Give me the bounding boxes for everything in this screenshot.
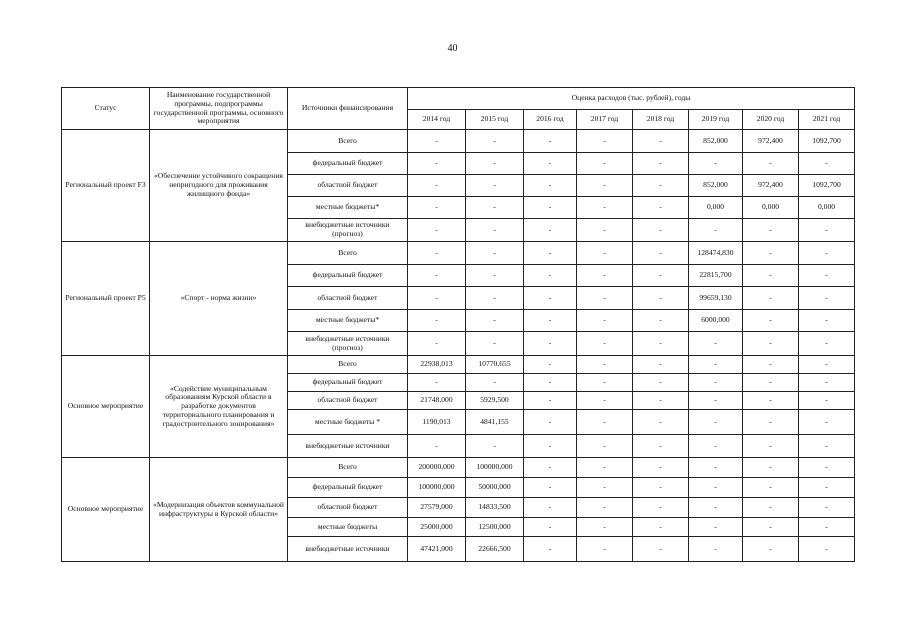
amount-cell: 47421,000 <box>408 537 466 562</box>
amount-cell: 27579,000 <box>408 498 466 518</box>
amount-cell: - <box>577 435 633 458</box>
funding-source: областной бюджет <box>288 287 408 310</box>
amount-cell: - <box>799 310 855 332</box>
amount-cell: 100000,000 <box>408 478 466 498</box>
funding-source: внебюджетные источники <box>288 537 408 562</box>
amount-cell: - <box>689 537 743 562</box>
amount-cell: 25000,000 <box>408 518 466 537</box>
amount-cell: - <box>577 374 633 392</box>
amount-cell: - <box>524 374 577 392</box>
amount-cell: - <box>466 153 524 175</box>
amount-cell: 200000,000 <box>408 458 466 478</box>
amount-cell: - <box>633 392 689 410</box>
amount-cell: 99659,130 <box>689 287 743 310</box>
amount-cell: - <box>633 518 689 537</box>
amount-cell: - <box>408 153 466 175</box>
header-name: Наименование государственной программы, подпрограммы государственной программы, основного мероприятия <box>150 88 288 130</box>
amount-cell: - <box>743 410 799 435</box>
amount-cell: - <box>524 356 577 374</box>
group-status: Основное мероприятие <box>62 356 150 458</box>
amount-cell: 100000,000 <box>466 458 524 478</box>
amount-cell: - <box>577 175 633 197</box>
amount-cell: - <box>633 197 689 219</box>
amount-cell: - <box>577 219 633 242</box>
amount-cell: 1092,700 <box>799 175 855 197</box>
amount-cell: - <box>799 537 855 562</box>
amount-cell: - <box>799 153 855 175</box>
funding-source: местные бюджеты <box>288 518 408 537</box>
amount-cell: - <box>577 332 633 356</box>
funding-source: местные бюджеты* <box>288 310 408 332</box>
amount-cell: 22815,700 <box>689 265 743 287</box>
amount-cell: - <box>689 332 743 356</box>
amount-cell: - <box>633 410 689 435</box>
amount-cell: - <box>633 153 689 175</box>
amount-cell: - <box>577 153 633 175</box>
amount-cell: - <box>743 356 799 374</box>
amount-cell: - <box>743 518 799 537</box>
amount-cell: - <box>633 478 689 498</box>
header-year: 2017 год <box>577 110 633 130</box>
table-row <box>62 242 855 265</box>
amount-cell: - <box>577 498 633 518</box>
amount-cell: - <box>743 153 799 175</box>
amount-cell: - <box>743 219 799 242</box>
amount-cell: - <box>633 435 689 458</box>
amount-cell: - <box>743 458 799 478</box>
amount-cell: - <box>524 175 577 197</box>
amount-cell: 21748,000 <box>408 392 466 410</box>
group-name: «Обеспечение устойчивого сокращения непригодного для проживания жилищного фонда» <box>150 130 288 242</box>
amount-cell: - <box>524 265 577 287</box>
header-status: Статус <box>62 88 150 130</box>
amount-cell: - <box>743 310 799 332</box>
amount-cell: - <box>633 374 689 392</box>
amount-cell: - <box>689 458 743 478</box>
amount-cell: - <box>799 435 855 458</box>
amount-cell: - <box>524 478 577 498</box>
amount-cell: - <box>408 287 466 310</box>
amount-cell: - <box>577 310 633 332</box>
funding-source: Всего <box>288 458 408 478</box>
amount-cell: - <box>466 219 524 242</box>
amount-cell: 972,400 <box>743 130 799 153</box>
amount-cell: - <box>408 197 466 219</box>
amount-cell: 972,400 <box>743 175 799 197</box>
amount-cell: - <box>689 478 743 498</box>
amount-cell: 50000,000 <box>466 478 524 498</box>
group-status: Основное мероприятие <box>62 458 150 562</box>
funding-source: Всего <box>288 356 408 374</box>
funding-source: федеральный бюджет <box>288 478 408 498</box>
amount-cell: - <box>799 219 855 242</box>
amount-cell: - <box>799 410 855 435</box>
amount-cell: - <box>799 498 855 518</box>
funding-source: внебюджетные источники (прогноз) <box>288 332 408 356</box>
header-year: 2020 год <box>743 110 799 130</box>
amount-cell: - <box>408 310 466 332</box>
amount-cell: - <box>577 242 633 265</box>
amount-cell: - <box>799 392 855 410</box>
funding-source: местные бюджеты* <box>288 197 408 219</box>
amount-cell: - <box>633 242 689 265</box>
amount-cell: - <box>524 219 577 242</box>
funding-source: областной бюджет <box>288 175 408 197</box>
amount-cell: - <box>689 356 743 374</box>
amount-cell: - <box>799 356 855 374</box>
amount-cell: - <box>466 332 524 356</box>
amount-cell: 4841,155 <box>466 410 524 435</box>
amount-cell: - <box>466 242 524 265</box>
amount-cell: - <box>466 265 524 287</box>
amount-cell: - <box>577 478 633 498</box>
amount-cell: - <box>633 130 689 153</box>
amount-cell: - <box>743 287 799 310</box>
amount-cell: - <box>524 410 577 435</box>
amount-cell: - <box>466 287 524 310</box>
amount-cell: - <box>799 332 855 356</box>
amount-cell: 22938,013 <box>408 356 466 374</box>
table-row <box>62 356 855 374</box>
amount-cell: 852,000 <box>689 130 743 153</box>
amount-cell: - <box>689 410 743 435</box>
amount-cell: 12500,000 <box>466 518 524 537</box>
amount-cell: - <box>633 175 689 197</box>
amount-cell: - <box>743 265 799 287</box>
amount-cell: - <box>743 392 799 410</box>
amount-cell: - <box>743 332 799 356</box>
amount-cell: - <box>577 410 633 435</box>
amount-cell: - <box>408 435 466 458</box>
amount-cell: - <box>408 175 466 197</box>
amount-cell: - <box>524 332 577 356</box>
amount-cell: - <box>524 310 577 332</box>
amount-cell: - <box>466 130 524 153</box>
funding-source: федеральный бюджет <box>288 153 408 175</box>
amount-cell: - <box>577 356 633 374</box>
amount-cell: - <box>799 265 855 287</box>
amount-cell: 0,000 <box>689 197 743 219</box>
amount-cell: - <box>743 374 799 392</box>
amount-cell: - <box>577 197 633 219</box>
amount-cell: 22666,500 <box>466 537 524 562</box>
amount-cell: 14833,500 <box>466 498 524 518</box>
amount-cell: - <box>524 518 577 537</box>
amount-cell: - <box>743 242 799 265</box>
amount-cell: - <box>689 153 743 175</box>
header-year: 2014 год <box>408 110 466 130</box>
header-year: 2021 год <box>799 110 855 130</box>
amount-cell: 0,000 <box>743 197 799 219</box>
header-estimate: Оценка расходов (тыс. рублей), годы <box>408 88 855 110</box>
amount-cell: - <box>799 287 855 310</box>
funding-source: областной бюджет <box>288 392 408 410</box>
amount-cell: - <box>689 392 743 410</box>
amount-cell: - <box>408 130 466 153</box>
amount-cell: 128474,830 <box>689 242 743 265</box>
amount-cell: - <box>633 498 689 518</box>
amount-cell: - <box>633 356 689 374</box>
amount-cell: - <box>577 287 633 310</box>
amount-cell: - <box>577 265 633 287</box>
funding-source: внебюджетные источники <box>288 435 408 458</box>
table-row <box>62 458 855 478</box>
amount-cell: - <box>524 435 577 458</box>
amount-cell: - <box>743 435 799 458</box>
funding-source: федеральный бюджет <box>288 374 408 392</box>
amount-cell: - <box>799 374 855 392</box>
group-name: «Содействие муниципальным образованиям Курской области в разработке документов территориального планирования и градостроительного зонирования» <box>150 356 288 458</box>
amount-cell: - <box>408 265 466 287</box>
amount-cell: - <box>466 374 524 392</box>
amount-cell: 1092,700 <box>799 130 855 153</box>
funding-source: Всего <box>288 242 408 265</box>
funding-source: Всего <box>288 130 408 153</box>
funding-source: федеральный бюджет <box>288 265 408 287</box>
amount-cell: 6000,000 <box>689 310 743 332</box>
amount-cell: - <box>524 130 577 153</box>
amount-cell: 5929,500 <box>466 392 524 410</box>
amount-cell: - <box>633 332 689 356</box>
amount-cell: - <box>408 332 466 356</box>
amount-cell: 0,000 <box>799 197 855 219</box>
amount-cell: 10770,655 <box>466 356 524 374</box>
amount-cell: - <box>524 242 577 265</box>
funding-source: местные бюджеты * <box>288 410 408 435</box>
amount-cell: - <box>408 374 466 392</box>
table-row <box>62 130 855 153</box>
amount-cell: - <box>466 435 524 458</box>
amount-cell: - <box>524 287 577 310</box>
table-header <box>62 88 855 130</box>
amount-cell: - <box>799 518 855 537</box>
amount-cell: - <box>743 478 799 498</box>
amount-cell: - <box>524 537 577 562</box>
amount-cell: - <box>689 498 743 518</box>
amount-cell: - <box>524 153 577 175</box>
amount-cell: - <box>799 478 855 498</box>
amount-cell: - <box>524 392 577 410</box>
amount-cell: - <box>577 130 633 153</box>
header-year: 2018 год <box>633 110 689 130</box>
header-year: 2019 год <box>689 110 743 130</box>
amount-cell: - <box>577 392 633 410</box>
amount-cell: - <box>743 537 799 562</box>
amount-cell: - <box>524 458 577 478</box>
header-year: 2016 год <box>524 110 577 130</box>
amount-cell: - <box>466 310 524 332</box>
amount-cell: - <box>633 219 689 242</box>
amount-cell: - <box>577 458 633 478</box>
table-body <box>62 130 855 562</box>
amount-cell: - <box>524 498 577 518</box>
amount-cell: - <box>633 458 689 478</box>
amount-cell: - <box>743 498 799 518</box>
amount-cell: - <box>408 219 466 242</box>
group-name: «Модернизация объектов коммунальной инфраструктуры в Курской области» <box>150 458 288 562</box>
funding-source: внебюджетные источники (прогноз) <box>288 219 408 242</box>
group-status: Региональный проект P5 <box>62 242 150 356</box>
amount-cell: - <box>466 175 524 197</box>
amount-cell: - <box>577 537 633 562</box>
amount-cell: 1190,013 <box>408 410 466 435</box>
amount-cell: - <box>577 518 633 537</box>
amount-cell: - <box>799 242 855 265</box>
header-sources: Источники финансирования <box>288 88 408 130</box>
amount-cell: - <box>689 374 743 392</box>
budget-table <box>61 87 855 562</box>
group-name: «Спорт - норма жизни» <box>150 242 288 356</box>
amount-cell: - <box>799 458 855 478</box>
amount-cell: - <box>689 518 743 537</box>
amount-cell: - <box>408 242 466 265</box>
amount-cell: 852,000 <box>689 175 743 197</box>
amount-cell: - <box>633 287 689 310</box>
amount-cell: - <box>689 219 743 242</box>
page-number: 40 <box>447 43 458 54</box>
amount-cell: - <box>466 197 524 219</box>
amount-cell: - <box>633 265 689 287</box>
amount-cell: - <box>633 310 689 332</box>
amount-cell: - <box>689 435 743 458</box>
amount-cell: - <box>524 197 577 219</box>
header-year: 2015 год <box>466 110 524 130</box>
funding-source: областной бюджет <box>288 498 408 518</box>
group-status: Региональный проект F3 <box>62 130 150 242</box>
amount-cell: - <box>633 537 689 562</box>
